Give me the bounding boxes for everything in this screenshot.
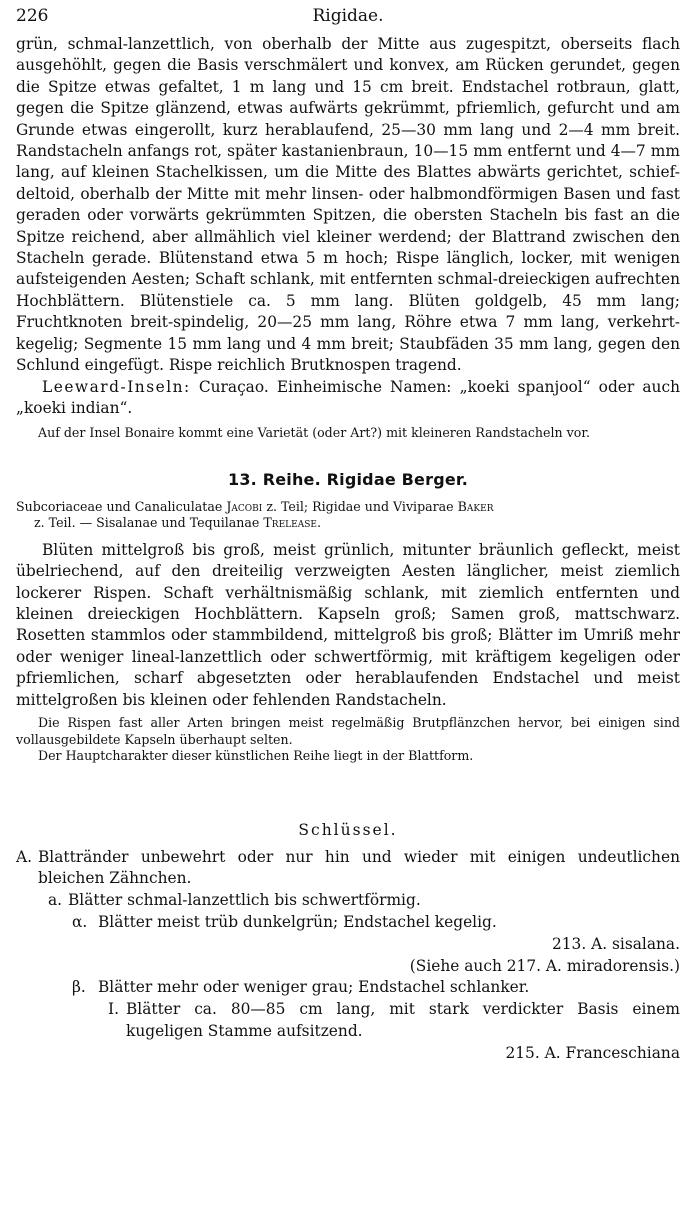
- key-text: Blätter meist trüb dunkelgrün; Endstachel kegelig.: [98, 912, 497, 931]
- author-jacobi: Jacobi: [226, 498, 263, 514]
- key-text: Blätter ca. 80—85 cm lang, mit stark verdickter Basis einem kugeligen Stamme aufsitzend.: [126, 1000, 680, 1040]
- key-text: Blätter mehr oder weniger grau; Endstachel schlanker.: [98, 978, 530, 997]
- key-entry-I: [16, 999, 680, 1043]
- page-number: 226: [16, 6, 49, 26]
- synonyms-part: z. Teil; Rigidae und Viviparae: [266, 498, 454, 514]
- key-label: α.: [72, 912, 88, 931]
- key-title: Schlüssel.: [298, 820, 398, 839]
- species-description-continued: [16, 34, 680, 419]
- author-baker: Baker: [457, 498, 494, 514]
- species-215: 215. A. Franceschiana: [505, 1043, 680, 1062]
- key-entry-beta: [16, 977, 680, 999]
- synonyms-part: Subcoriaceae und Canaliculatae: [16, 498, 223, 514]
- key-text: Blattränder unbewehrt oder nur hin und wieder mit einigen undeutlichen bleichen Zähnchen.: [38, 847, 680, 888]
- synonyms-part: z. Teil. — Sisalanae und Tequilanae: [34, 515, 260, 531]
- running-title: Rigidae.: [312, 6, 384, 26]
- key-text: Blätter schmal-lanzettlich bis schwertförmig.: [68, 891, 421, 910]
- identification-key: [16, 847, 680, 1065]
- author-trelease: Trelease: [263, 515, 317, 531]
- see-also: (Siehe auch 217. A. miradorensis.): [409, 956, 680, 975]
- section-note-2: Der Hauptcharakter dieser künstlichen Reihe liegt in der Blattform.: [38, 748, 474, 764]
- section-description: [16, 540, 680, 711]
- variety-note: Auf der Insel Bonaire kommt eine Varietät (oder Art?) mit kleineren Randstacheln vor.: [38, 425, 590, 441]
- synonyms-end: .: [316, 515, 321, 531]
- section-description-text: Blüten mittelgroß bis groß, meist grünlich, mitunter bräunlich gefleckt, meist übelriechend, auf den dreiteilig verzweigten Aesten länglicher, meist ziemlich lockerer Rispen. Schaft verhältnismäßig schlank, mit ziemlich entfernten und kleinen dreieckigen Hochblättern. Kapseln groß; Samen groß, mattschwarz. Rosetten stammlos oder stammbildend, mittelgroß bis groß; Blätter im Umriß mehr oder weniger lineal-lanzettlich oder schwertförmig, mit kräftigem kegeligen oder pfriemlichen, scharf abgesetzten oder herablaufenden Endstachel und meist mittelgroßen bis kleinen oder fehlenden Randstacheln.: [16, 540, 680, 709]
- key-entry-A: [16, 847, 680, 891]
- species-213: 213. A. sisalana.: [551, 934, 680, 953]
- section-note-1: Die Rispen fast aller Arten bringen meist regelmäßig Brutpflänzchen hervor, bei einigen sind vollausgebildete Kapseln überhaupt selten.: [16, 715, 680, 747]
- section-title: 13. Reihe. Rigidae Berger.: [227, 469, 468, 489]
- key-entry-a: [16, 890, 680, 912]
- distribution-label: Leeward-Inseln:: [42, 377, 191, 396]
- key-entry-alpha: [16, 912, 680, 934]
- synonyms: [16, 499, 680, 532]
- key-label: a.: [48, 891, 63, 910]
- key-label: A.: [16, 847, 33, 866]
- description-paragraph: grün, schmal-lanzettlich, von oberhalb der Mitte aus zugespitzt, oberseits flach ausgehöhlt, gegen die Basis verschmälert und konvex, am Rücken gerundet, gegen die Spitze etwas gefaltet, 1 m lang und 15 cm breit. Endstachel rotbraun, glatt, gegen die Spitze glänzend, etwas aufwärts gekrümmt, pfriemlich, gefurcht und am Grunde etwas eingerollt, kurz herablaufend, 25—30 mm lang und 2—4 mm breit. Randstacheln anfangs rot, später kastanienbraun, 10—15 mm entfernt und 4—7 mm lang, auf kleinen Stachelkissen, um die Mitte des Blattes abwärts gerichtet, schief-deltoid, oberhalb der Mitte mit mehr linsen- oder halbmondförmigen Basen und fast geraden oder vorwärts gekrümmten Spitzen, die obersten Stacheln bis fast an die Spitze reichend, aber allmählich viel kleiner werdend; der Blattrand zwischen den Stacheln gerade. Blütenstand etwa 5 m hoch; Rispe länglich, locker, mit wenigen aufsteigenden Aesten; Schaft schlank, mit entfernten schmal-dreieckigen aufrechten Hochblättern. Blütenstiele ca. 5 mm lang. Blüten goldgelb, 45 mm lang; Fruchtknoten breit-spindelig, 20—25 mm lang, Röhre etwa 7 mm lang, verkehrt-kegelig; Segmente 15 mm lang und 4 mm breit; Staubfäden 35 mm lang, gegen den Schlund eingefügt. Rispe reichlich Brutknospen tragend.: [16, 35, 680, 375]
- distribution-text: Curaçao. Einheimische Namen: „koeki spanjool“ oder auch „koeki indian“.: [16, 377, 680, 417]
- distribution-line: [16, 377, 680, 420]
- page-header: [16, 6, 680, 34]
- key-label: β.: [72, 978, 86, 997]
- book-page: [16, 6, 680, 1065]
- key-label: I.: [108, 1000, 119, 1019]
